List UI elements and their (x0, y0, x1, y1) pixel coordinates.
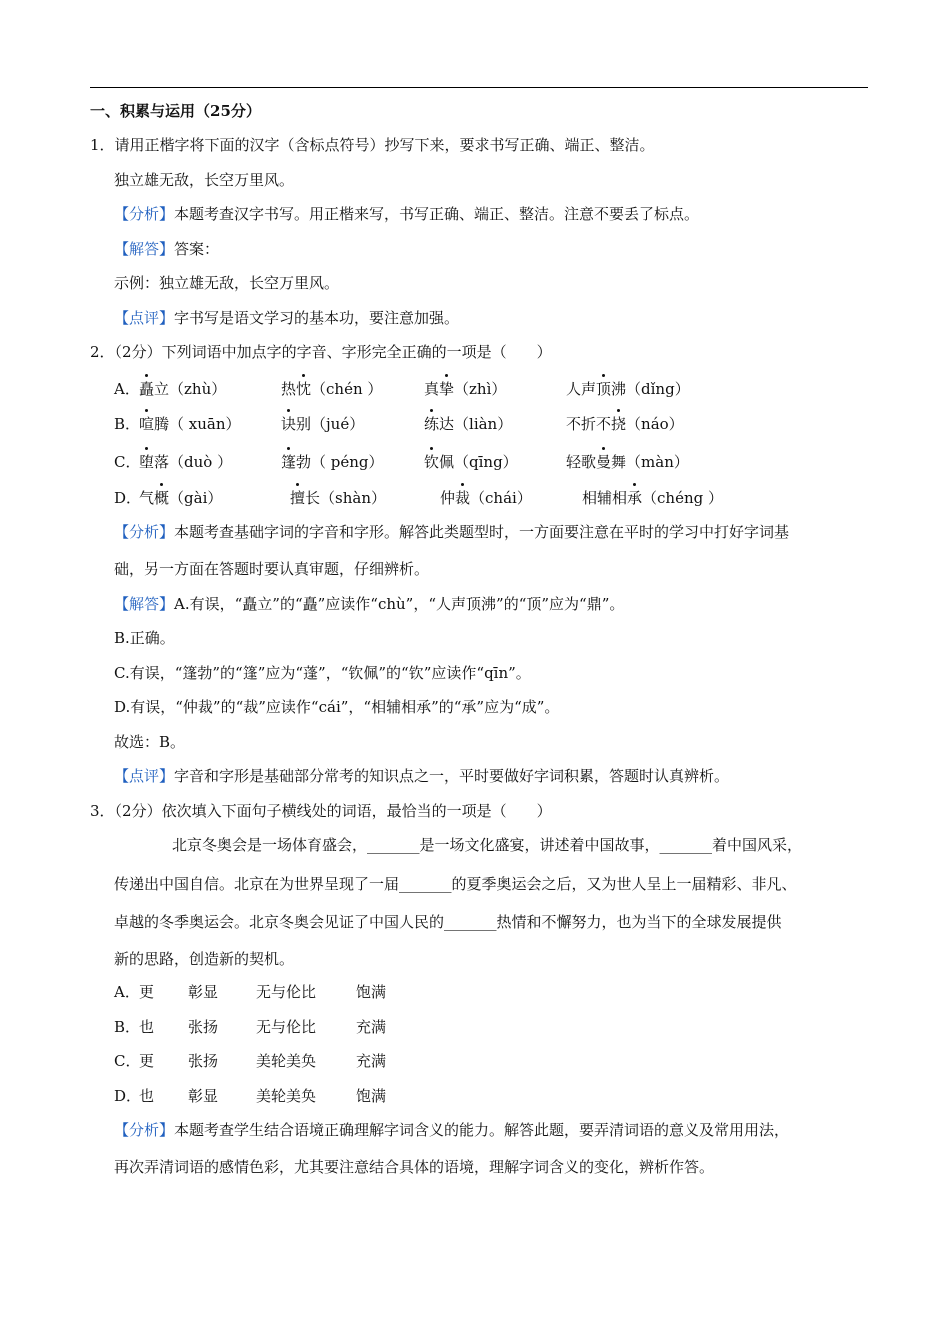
q2-option-word (290, 487, 386, 509)
emphasized-char: 概 (154, 489, 170, 507)
emphasized-char: 忱 (296, 380, 312, 398)
q2-choice: 故选：B。 (114, 733, 186, 751)
emphasized-char: 钦 (424, 453, 440, 471)
emphasized-char: 矗 (139, 380, 155, 398)
q2-option-word (424, 451, 518, 473)
q1-comment-text: 字书写是语文学习的基本功，要注意加强。 (174, 309, 460, 327)
q3-option-word: 张扬 (188, 1052, 219, 1070)
q2-option-word (281, 413, 364, 435)
q3-option-word: 彰显 (188, 1087, 219, 1105)
emphasized-char: 喧 (139, 415, 155, 433)
q3-option-word: 充满 (356, 1052, 387, 1070)
q2-option-label: C． (114, 453, 141, 471)
q3-analysis-cont: 再次弄清词语的感情色彩，尤其要注意结合具体的语境，理解字词含义的变化，辨析作答。 (114, 1158, 715, 1176)
q2-analysis-text: 本题考查基础字词的字音和字形。解答此类题型时，一方面要注意在平时的学习中打好字词基 (174, 523, 790, 541)
q1-analysis (114, 203, 699, 225)
emphasized-char: 顶 (596, 380, 612, 398)
comment-tag: 【点评】 (114, 767, 175, 785)
q2-option-word (139, 451, 232, 473)
q1-text: 独立雄无敌，长空万里风。 (114, 171, 295, 189)
word-prefix: 人声 (566, 380, 597, 398)
word-suffix: 沸（dǐng） (611, 380, 690, 398)
q3-passage-line: 传递出中国自信。北京在为世界呈现了一届_______的夏季奥运会之后，又为世人呈上一届精彩、非凡、 (114, 875, 797, 893)
q2-option-word (281, 451, 384, 473)
word-prefix: 轻歌 (566, 453, 597, 471)
answer-tag: 【解答】 (114, 240, 175, 258)
emphasized-char: 堕 (139, 453, 155, 471)
q2-answer (114, 593, 624, 615)
q2-answer-b: B.正确。 (114, 629, 175, 647)
q3-option-word: 也 (139, 1087, 155, 1105)
q3-stem: 3．（2分）依次填入下面句子横线处的词语，最恰当的一项是（ ） (90, 802, 552, 820)
q1-answer (114, 238, 219, 260)
q2-option-word (582, 487, 723, 509)
emphasized-char: 承 (627, 489, 643, 507)
word-suffix: 长（shàn） (305, 489, 386, 507)
q1-stem: 1．请用正楷字将下面的汉字（含标点符号）抄写下来，要求书写正确、端正、整洁。 (90, 136, 655, 154)
q3-passage-line: 卓越的冬季奥运会。北京冬奥会见证了中国人民的_______热情和不懈努力，也为当下的全球发展提供 (114, 913, 782, 931)
q3-option-word: 彰显 (188, 983, 219, 1001)
q2-option-word (139, 487, 222, 509)
q2-option-word (424, 378, 506, 400)
q2-analysis-cont: 础，另一方面在答题时要认真审题，仔细辨析。 (114, 560, 430, 578)
q2-stem: 2．（2分）下列词语中加点字的字音、字形完全正确的一项是（ ） (90, 343, 552, 361)
word-suffix: 腾（ xuān） (154, 415, 241, 433)
emphasized-char: 曼 (596, 453, 612, 471)
q2-option-label: B． (114, 415, 141, 433)
q1-answer-text: 答案： (174, 240, 220, 258)
word-suffix: 达（liàn） (439, 415, 513, 433)
q3-option-word: 无与伦比 (256, 1018, 317, 1036)
word-suffix: （gài） (169, 489, 223, 507)
q2-option-word (566, 451, 689, 473)
word-suffix: （náo） (626, 415, 684, 433)
word-suffix: 勃（ péng） (296, 453, 384, 471)
q2-answer-d: D.有误，“仲裁”的“裁”应读作“cái”，“相辅相承”的“承”应为“成”。 (114, 698, 560, 716)
emphasized-char: 挚 (439, 380, 455, 398)
header-rule (90, 87, 868, 88)
q3-option-word: 饱满 (356, 1087, 387, 1105)
q2-option-word (566, 378, 690, 400)
q1-comment (114, 307, 459, 329)
word-suffix: 佩（qīng） (439, 453, 518, 471)
word-prefix: 不折不 (566, 415, 612, 433)
q1-analysis-text: 本题考查汉字书写。用正楷来写，书写正确、端正、整洁。注意不要丢了标点。 (174, 205, 700, 223)
q2-option-word (139, 378, 226, 400)
word-prefix: 气 (139, 489, 155, 507)
word-suffix: （chéng ） (642, 489, 724, 507)
word-suffix: 落（duò ） (154, 453, 233, 471)
emphasized-char: 练 (424, 415, 440, 433)
q2-option-word (281, 378, 382, 400)
analysis-tag: 【分析】 (114, 1121, 175, 1139)
q2-comment-text: 字音和字形是基础部分常考的知识点之一，平时要做好字词积累，答题时认真辨析。 (174, 767, 730, 785)
q3-passage-line: 北京冬奥会是一场体育盛会，_______是一场文化盛宴，讲述着中国故事，_______着中国风采， (172, 836, 803, 854)
q3-option-label: C． (114, 1052, 141, 1070)
q3-option-label: B． (114, 1018, 141, 1036)
q3-option-word: 美轮美奂 (256, 1052, 317, 1070)
q3-option-word: 饱满 (356, 983, 387, 1001)
word-prefix: 热 (281, 380, 297, 398)
q3-option-word: 美轮美奂 (256, 1087, 317, 1105)
emphasized-char: 篷 (281, 453, 297, 471)
q2-option-label: A． (114, 380, 140, 398)
emphasized-char: 挠 (611, 415, 627, 433)
emphasized-char: 诀 (281, 415, 297, 433)
q3-option-label: D． (114, 1087, 142, 1105)
word-suffix: 舞（màn） (611, 453, 689, 471)
answer-tag: 【解答】 (114, 595, 175, 613)
q3-analysis-text: 本题考查学生结合语境正确理解字词含义的能力。解答此题，要弄清词语的意义及常用用法， (174, 1121, 790, 1139)
q3-option-word: 更 (139, 983, 155, 1001)
q2-option-word (440, 487, 532, 509)
comment-tag: 【点评】 (114, 309, 175, 327)
q2-option-word (566, 413, 684, 435)
word-suffix: 立（zhù） (154, 380, 227, 398)
word-suffix: （chái） (470, 489, 532, 507)
word-suffix: 别（jué） (296, 415, 365, 433)
q2-option-word (139, 413, 241, 435)
q3-analysis (114, 1119, 789, 1141)
analysis-tag: 【分析】 (114, 523, 175, 541)
q2-analysis (114, 521, 789, 543)
q3-passage-line: 新的思路，创造新的契机。 (114, 950, 295, 968)
q1-example: 示例：独立雄无敌，长空万里风。 (114, 274, 340, 292)
q3-option-word: 张扬 (188, 1018, 219, 1036)
word-suffix: （chén ） (311, 380, 383, 398)
emphasized-char: 擅 (290, 489, 306, 507)
q3-option-word: 也 (139, 1018, 155, 1036)
q2-option-word (424, 413, 512, 435)
q3-option-word: 更 (139, 1052, 155, 1070)
q2-option-label: D． (114, 489, 142, 507)
q3-option-word: 无与伦比 (256, 983, 317, 1001)
section-title: 一、积累与运用（25分） (90, 102, 261, 120)
q2-answer-c: C.有误，“篷勃”的“篷”应为“蓬”，“钦佩”的“钦”应读作“qīn”。 (114, 664, 531, 682)
emphasized-char: 裁 (455, 489, 471, 507)
word-prefix: 相辅相 (582, 489, 628, 507)
analysis-tag: 【分析】 (114, 205, 175, 223)
q2-comment (114, 765, 729, 787)
word-prefix: 仲 (440, 489, 456, 507)
q3-option-label: A． (114, 983, 140, 1001)
q2-answer-a: A.有误，“矗立”的“矗”应读作“chù”，“人声顶沸”的“顶”应为“鼎”。 (174, 595, 625, 613)
word-suffix: （zhì） (454, 380, 507, 398)
word-prefix: 真 (424, 380, 440, 398)
q3-option-word: 充满 (356, 1018, 387, 1036)
